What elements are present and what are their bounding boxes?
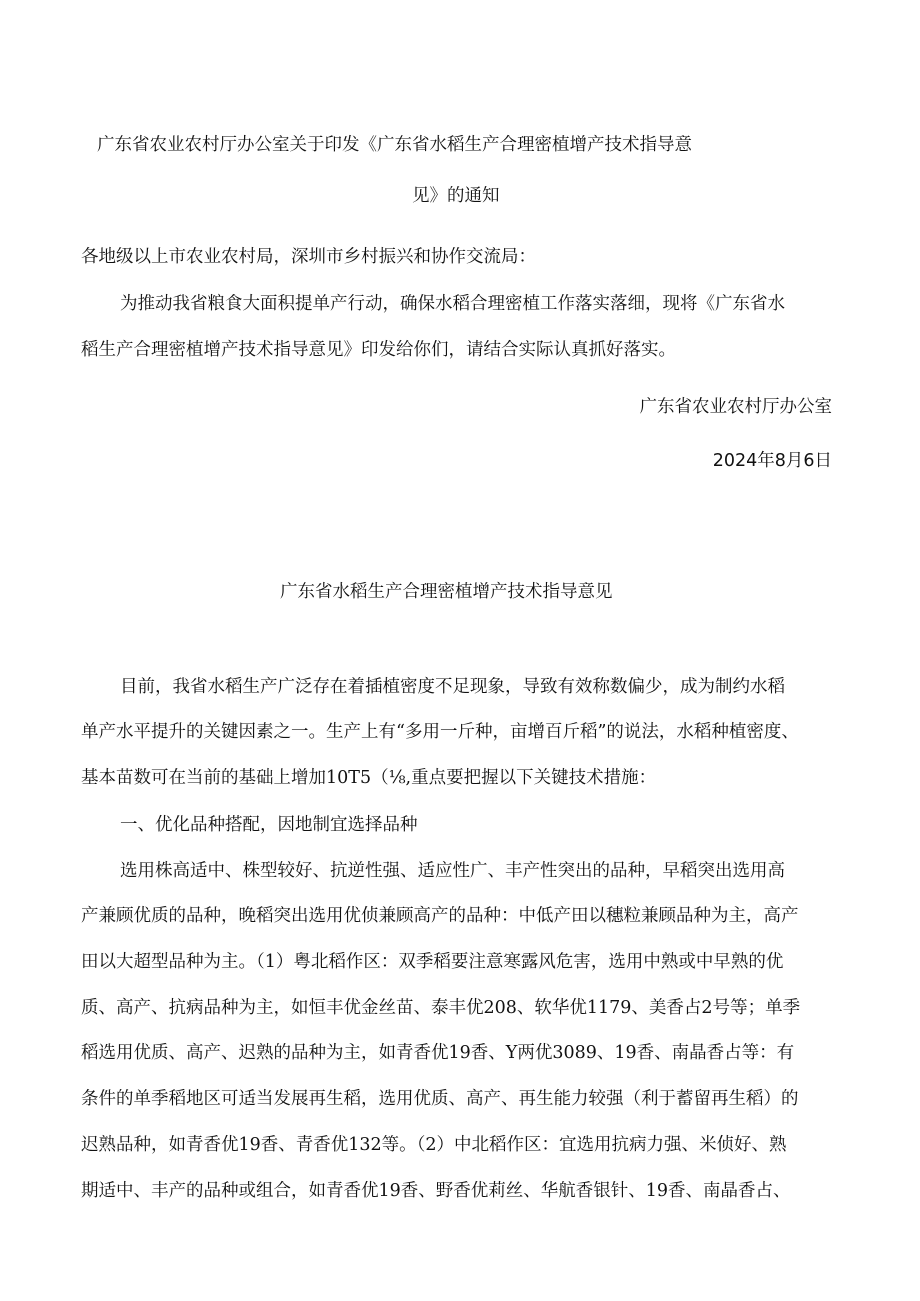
section1-line-3: 田以大超型品种为主。（1）粤北稻作区：双季稻要注意寒露风危害，选用中熟或中早熟的优 — [81, 952, 784, 972]
intro-line-2: 单产水平提升的关键因素之一。生产上有“多用一斤种，亩增百斤稻”的说法，水稻种植密度、 — [81, 722, 799, 742]
section1-line-1: 选用株高适中、株型较好、抗逆性强、适应性广、丰产性突出的品种，早稻突出选用高 — [120, 861, 785, 881]
notice-body-line2: 稻生产合理密植增产技术指导意见》印发给你们，请结合实际认真抓好落实。 — [81, 340, 676, 360]
intro-line-1: 目前，我省水稻生产广泛存在着插植密度不足现象，导致有效称数偏少，成为制约水稻 — [120, 677, 785, 697]
guidance-title: 广东省水稻生产合理密植增产技术指导意见 — [280, 582, 613, 602]
section1-heading: 一、优化品种搭配，因地制宜选择品种 — [120, 815, 418, 835]
salutation: 各地级以上市农业农村局，深圳市乡村振兴和协作交流局： — [81, 247, 536, 267]
section1-line-4: 质、高产、抗病品种为主，如恒丰优金丝苗、泰丰优208、软华优1179、美香占2号等；单季 — [81, 998, 801, 1018]
intro-line-3: 基本苗数可在当前的基础上增加10T5（⅛,重点要把握以下关键技术措施： — [81, 768, 657, 788]
notice-title-line1: 广东省农业农村厅办公室关于印发《广东省水稻生产合理密植增产技术指导意 — [97, 135, 692, 155]
date: 2024年8月6日 — [712, 451, 832, 471]
section1-line-7: 迟熟品种，如青香优19香、青香优132等。（2）中北稻作区：宜选用抗病力强、米侦好、熟 — [81, 1135, 787, 1155]
section1-line-8: 期适中、丰产的品种或组合，如青香优19香、野香优莉丝、华航香银针、19香、南晶香占、 — [81, 1181, 791, 1201]
signature: 广东省农业农村厅办公室 — [639, 397, 832, 417]
section1-line-2: 产兼顾优质的品种，晚稻突出选用优侦兼顾高产的品种：中低产田以穗粒兼顾品种为主，高产 — [81, 906, 799, 926]
section1-line-5: 稻选用优质、高产、迟熟的品种为主，如青香优19香、Y两优3089、19香、南晶香占等：有 — [81, 1043, 795, 1063]
notice-title-line2: 见》的通知 — [412, 186, 500, 206]
section1-line-6: 条件的单季稻地区可适当发展再生稻，选用优质、高产、再生能力较强（利于蓄留再生稻）的 — [81, 1089, 799, 1109]
notice-body-line1: 为推动我省粮食大面积提单产行动，确保水稻合理密植工作落实落细，现将《广东省水 — [120, 294, 785, 314]
